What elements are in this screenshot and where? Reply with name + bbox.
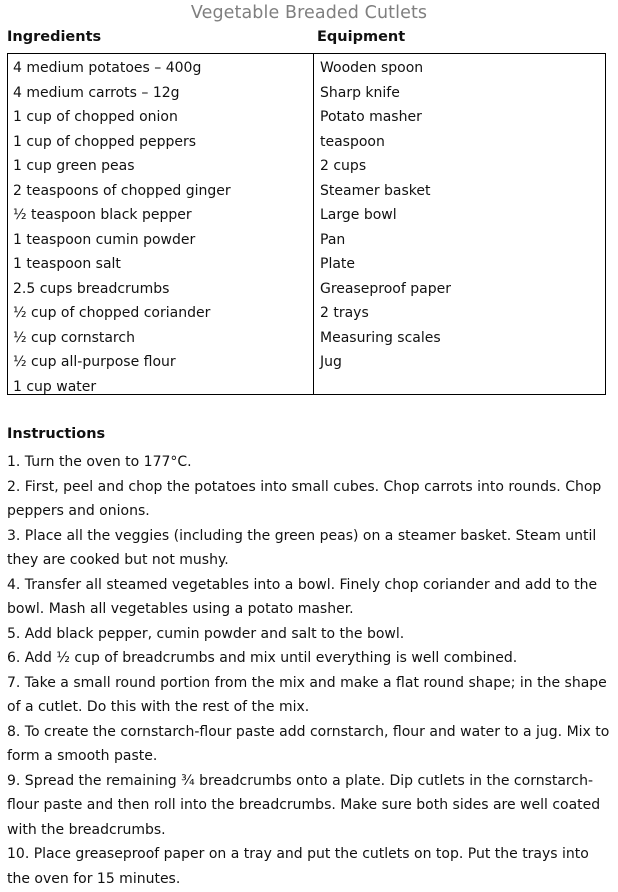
column-divider xyxy=(313,54,314,394)
ingredient-item: 4 medium carrots – 12g xyxy=(13,84,180,101)
ingredient-item: 1 teaspoon cumin powder xyxy=(13,231,196,248)
equipment-item: Steamer basket xyxy=(320,182,431,199)
equipment-item: Sharp knife xyxy=(320,84,400,101)
instructions-list xyxy=(7,450,613,891)
ingredient-item: ½ cup of chopped coriander xyxy=(13,305,211,321)
instruction-step: 10. Place greaseproof paper on a tray and put the cutlets on top. Put the trays into the oven for 15 minutes. xyxy=(7,846,589,887)
instruction-step: 1. Turn the oven to 177°C. xyxy=(7,454,192,470)
ingredient-item: 2 teaspoons of chopped ginger xyxy=(13,182,231,199)
equipment-item: Pan xyxy=(320,231,346,248)
equipment-item: Plate xyxy=(320,256,356,272)
equipment-heading: Equipment xyxy=(317,29,406,45)
ingredient-item: 1 cup of chopped peppers xyxy=(13,133,197,150)
ingredients-list xyxy=(13,56,231,399)
equipment-item: Greaseproof paper xyxy=(320,280,451,297)
ingredient-item: 4 medium potatoes – 400g xyxy=(13,60,202,76)
instruction-step: 2. First, peel and chop the potatoes into small cubes. Chop carrots into rounds. Chop peppers and onions. xyxy=(7,478,602,519)
equipment-item: 2 cups xyxy=(320,158,367,174)
equipment-item: Potato masher xyxy=(320,109,422,125)
ingredient-item: 1 cup of chopped onion xyxy=(13,109,178,125)
ingredient-item: ½ teaspoon black pepper xyxy=(13,207,192,223)
equipment-item: 2 trays xyxy=(320,305,369,321)
equipment-item: Large bowl xyxy=(320,207,397,223)
ingredients-heading: Ingredients xyxy=(7,29,102,45)
ingredient-item: ½ cup cornstarch xyxy=(13,329,135,346)
ingredient-item: 1 teaspoon salt xyxy=(13,256,121,272)
instruction-step: 9. Spread the remaining ¾ breadcrumbs onto a plate. Dip cutlets in the cornstarch-flour paste and then roll into the breadcrumbs. Make sure both sides are well coated with the breadcrumbs. xyxy=(7,772,601,838)
equipment-item: Measuring scales xyxy=(320,329,441,346)
page-title: Vegetable Breaded Cutlets xyxy=(190,3,428,23)
ingredient-item: 2.5 cups breadcrumbs xyxy=(13,280,170,297)
equipment-item: Jug xyxy=(320,354,342,370)
instruction-step: 7. Take a small round portion from the mix and make a flat round shape; in the shape of a cutlet. Do this with the rest of the mix. xyxy=(7,674,607,715)
ingredient-item: 1 cup green peas xyxy=(13,158,135,174)
instructions-heading: Instructions xyxy=(7,426,106,442)
instruction-step: 3. Place all the veggies (including the green peas) on a steamer basket. Steam until they are cooked but not mushy. xyxy=(7,527,597,568)
instruction-step: 8. To create the cornstarch-flour paste add cornstarch, flour and water to a jug. Mix to form a smooth paste. xyxy=(7,723,610,764)
ingredient-item: ½ cup all-purpose flour xyxy=(13,354,176,370)
equipment-list xyxy=(320,56,451,375)
equipment-item: Wooden spoon xyxy=(320,60,424,76)
ingredient-item: 1 cup water xyxy=(13,378,97,395)
equipment-item: teaspoon xyxy=(320,133,385,150)
ingredients-equipment-table xyxy=(7,53,606,395)
instruction-step: 6. Add ½ cup of breadcrumbs and mix until everything is well combined. xyxy=(7,650,518,666)
instruction-step: 5. Add black pepper, cumin powder and salt to the bowl. xyxy=(7,625,405,642)
instruction-step: 4. Transfer all steamed vegetables into a bowl. Finely chop coriander and add to the bowl. Mash all vegetables using a potato masher. xyxy=(7,576,598,617)
